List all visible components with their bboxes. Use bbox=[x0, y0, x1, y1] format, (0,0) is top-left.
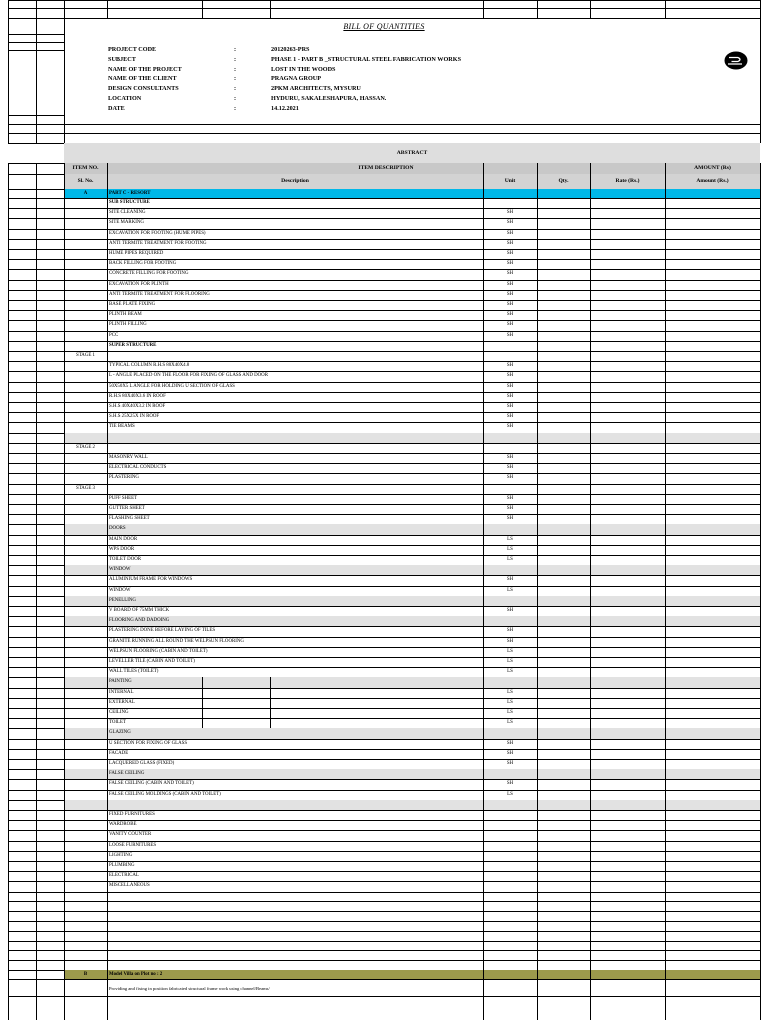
grid-line bbox=[8, 901, 760, 902]
row-sl: STAGE 3 bbox=[75, 485, 96, 491]
row-unit: SH bbox=[506, 332, 514, 338]
row-desc: WINDOW bbox=[109, 567, 131, 573]
grid-line bbox=[8, 361, 760, 362]
row-desc: L - ANGLE PLACED ON THE FLOOR FOR FIXING OF GLASS AND DOOR bbox=[109, 373, 268, 379]
col-amount: Amount (Rs.) bbox=[696, 178, 729, 184]
grid-line bbox=[8, 820, 760, 821]
grid-line bbox=[8, 34, 64, 35]
row-unit: SH bbox=[506, 291, 514, 297]
grid-line bbox=[8, 708, 760, 709]
grid-line bbox=[8, 443, 760, 444]
project-info-label: LOCATION bbox=[108, 94, 142, 102]
row-unit: SH bbox=[506, 414, 514, 420]
section-b-row-desc: Providing and fixing in position fabricated structural frame work using channel/Beams/ bbox=[109, 986, 270, 991]
grid-line bbox=[64, 163, 65, 1020]
grid-line bbox=[8, 535, 760, 536]
grid-line bbox=[8, 830, 760, 831]
project-info-value: 2PKM ARCHITECTS, MYSURU bbox=[271, 85, 361, 93]
project-info-label: NAME OF THE CLIENT bbox=[108, 75, 177, 83]
grid-line bbox=[270, 688, 271, 698]
row-desc: SITE CLEANING bbox=[109, 210, 146, 216]
grid-line bbox=[8, 300, 760, 301]
grid-line bbox=[8, 555, 760, 556]
item-no-label: ITEM NO. bbox=[72, 165, 99, 171]
grid-line bbox=[202, 718, 203, 728]
grid-line bbox=[202, 688, 203, 698]
shaded-row bbox=[64, 677, 760, 687]
row-desc: HUME PIPES REQUIRED bbox=[109, 251, 164, 256]
row-desc: LIGHTING bbox=[109, 852, 133, 858]
row-desc: SUB STRUCTURE bbox=[109, 200, 150, 205]
grid-line bbox=[202, 0, 203, 18]
grid-line bbox=[8, 229, 760, 230]
row-desc: LOOSE FURNITURES bbox=[109, 842, 157, 848]
grid-line bbox=[537, 163, 538, 1020]
project-info-value: HYDURU, SAKALESHAPURA, HASSAN. bbox=[271, 94, 387, 102]
row-unit: SH bbox=[506, 240, 514, 246]
grid-line bbox=[36, 0, 37, 18]
row-unit: SH bbox=[506, 373, 514, 379]
row-desc: FACADE bbox=[109, 750, 129, 756]
grid-line bbox=[8, 392, 760, 393]
row-desc: ALUMINIUM FRAME FOR WINDOWS bbox=[109, 577, 193, 583]
grid-line bbox=[8, 259, 760, 260]
grid-line bbox=[8, 861, 760, 862]
row-desc: FLASHING SHEET bbox=[109, 516, 150, 522]
grid-line bbox=[590, 0, 591, 18]
row-unit: LS bbox=[507, 546, 513, 552]
grid-line bbox=[8, 198, 760, 199]
project-info-separator: : bbox=[234, 46, 237, 53]
grid-line bbox=[8, 647, 760, 648]
shaded-row bbox=[64, 433, 760, 443]
grid-line bbox=[8, 626, 760, 627]
row-unit: SH bbox=[506, 261, 514, 267]
grid-line bbox=[107, 163, 108, 1020]
row-desc: BACK FILLING FOR FOOTING bbox=[109, 261, 177, 267]
shaded-row bbox=[64, 800, 760, 810]
row-desc: MAIN DOOR bbox=[109, 536, 138, 542]
grid-line bbox=[8, 881, 760, 882]
grid-line bbox=[8, 42, 64, 43]
grid-line bbox=[8, 504, 760, 505]
row-desc: MASONRY WALL bbox=[109, 455, 148, 460]
row-desc: TYPICAL COLUMN R.H.S 80X40X4.8 bbox=[109, 363, 190, 369]
grid-line bbox=[64, 133, 760, 134]
grid-line bbox=[8, 290, 760, 291]
grid-line bbox=[8, 931, 760, 932]
project-info-separator: : bbox=[234, 94, 237, 102]
grid-line bbox=[8, 494, 760, 495]
grid-line bbox=[8, 0, 9, 18]
row-unit: SH bbox=[506, 455, 514, 460]
project-info-separator: : bbox=[234, 65, 237, 73]
grid-line bbox=[8, 996, 760, 997]
row-desc: CONCRETE FILLING FOR FOOTING bbox=[109, 271, 189, 277]
row-sl: STAGE 2 bbox=[75, 444, 96, 450]
row-unit: SH bbox=[506, 781, 514, 787]
row-unit: SH bbox=[506, 404, 514, 409]
row-unit: LS bbox=[507, 587, 513, 593]
row-unit: LS bbox=[507, 791, 513, 797]
grid-line bbox=[8, 422, 760, 423]
grid-line bbox=[64, 0, 65, 18]
section-b-sl: B bbox=[83, 971, 88, 977]
grid-line bbox=[8, 239, 760, 240]
shaded-row bbox=[64, 769, 760, 779]
grid-line bbox=[8, 484, 760, 485]
row-desc: PAINTING bbox=[109, 679, 132, 685]
row-desc: EXCAVATION FOR FOOTING (HUME PIPES) bbox=[109, 230, 206, 236]
project-info-value: PHASE 1 - PART B _STRUCTURAL STEEL FABRICATION WORKS bbox=[271, 55, 462, 63]
row-unit: LS bbox=[507, 669, 513, 675]
row-sl: STAGE 1 bbox=[75, 353, 96, 358]
grid-line bbox=[590, 163, 591, 1020]
row-desc: WELPSUN FLOORING (CABIN AND TOILET) bbox=[109, 648, 208, 654]
row-desc: PENELLING bbox=[109, 597, 136, 603]
section-a-band bbox=[64, 189, 760, 198]
grid-line bbox=[8, 163, 9, 1020]
row-desc: WPS DOOR bbox=[109, 546, 135, 552]
project-info-separator: : bbox=[234, 75, 237, 83]
section-b-band bbox=[64, 970, 760, 979]
row-desc: VANITY COUNTER bbox=[109, 832, 152, 838]
grid-line bbox=[537, 0, 538, 18]
grid-line bbox=[8, 960, 760, 961]
grid-line bbox=[8, 280, 760, 281]
grid-line bbox=[8, 473, 760, 474]
row-desc: PLINTH BEAM bbox=[109, 312, 142, 318]
grid-line bbox=[483, 163, 484, 1020]
grid-line bbox=[8, 8, 760, 9]
grid-line bbox=[8, 115, 64, 116]
grid-line bbox=[270, 708, 271, 718]
row-desc: LACQUERED GLASS (FIXED) bbox=[109, 761, 175, 766]
row-desc: V BOARD OF 75MM THICK bbox=[109, 608, 170, 613]
row-unit: SH bbox=[506, 761, 514, 766]
grid-line bbox=[8, 402, 760, 403]
row-unit: LS bbox=[507, 648, 513, 654]
row-desc: GRANITE RUNNING ALL ROUND THE WELPSUN FLOORING bbox=[109, 638, 244, 644]
row-unit: SH bbox=[506, 495, 514, 501]
company-logo-icon bbox=[724, 51, 748, 70]
row-unit: SH bbox=[506, 312, 514, 318]
grid-line bbox=[107, 0, 108, 18]
grid-line bbox=[8, 133, 64, 134]
grid-line bbox=[270, 0, 271, 18]
grid-line bbox=[8, 688, 760, 689]
row-desc: GLAZING bbox=[109, 730, 131, 736]
row-unit: SH bbox=[506, 281, 514, 287]
row-unit: SH bbox=[506, 516, 514, 522]
row-desc: FALSE CEILING MOLDINGS (CABIN AND TOILET) bbox=[109, 791, 221, 797]
row-unit: SH bbox=[506, 271, 514, 277]
row-desc: PLASTERING bbox=[109, 475, 139, 481]
row-desc: ELECTRICAL bbox=[109, 873, 139, 879]
grid-line bbox=[8, 739, 760, 740]
grid-line bbox=[8, 453, 760, 454]
row-desc: S.H.S 25X25X IN ROOF bbox=[109, 414, 160, 420]
grid-line bbox=[8, 371, 760, 372]
shaded-row bbox=[64, 596, 760, 606]
grid-line bbox=[8, 979, 760, 980]
row-desc: SUPER STRUCTURE bbox=[109, 342, 157, 348]
row-unit: SH bbox=[506, 210, 514, 216]
row-desc: TOILET DOOR bbox=[109, 557, 142, 562]
row-desc: R.H.S 80X40X3.6 IN ROOF bbox=[109, 393, 166, 399]
grid-line bbox=[202, 698, 203, 708]
project-info-label: NAME OF THE PROJECT bbox=[108, 65, 182, 73]
abstract-label: ABSTRACT bbox=[396, 150, 428, 156]
row-unit: LS bbox=[507, 659, 513, 664]
grid-line bbox=[8, 310, 760, 311]
row-desc: 50X50X5 L ANGLE FOR HOLDING U SECTION OF GLASS bbox=[109, 383, 235, 389]
grid-line bbox=[270, 677, 271, 687]
row-unit: SH bbox=[506, 322, 514, 328]
row-unit: SH bbox=[506, 220, 514, 226]
grid-line bbox=[8, 208, 760, 209]
grid-line bbox=[8, 269, 760, 270]
row-desc: PUFF SHEET bbox=[109, 495, 138, 501]
shaded-row bbox=[64, 524, 760, 534]
item-description-label: ITEM DESCRIPTION bbox=[358, 165, 414, 171]
grid-line bbox=[8, 331, 760, 332]
grid-line bbox=[8, 545, 760, 546]
row-unit: LS bbox=[507, 720, 513, 726]
row-desc: LEVELLER TILE (CABIN AND TOILET) bbox=[109, 659, 195, 664]
project-info-separator: : bbox=[234, 55, 237, 63]
grid-line bbox=[8, 759, 760, 760]
grid-line bbox=[8, 0, 760, 1]
row-unit: SH bbox=[506, 302, 514, 307]
shaded-row bbox=[64, 728, 760, 738]
grid-line bbox=[8, 463, 760, 464]
grid-line bbox=[8, 892, 760, 893]
project-info-separator: : bbox=[234, 85, 237, 93]
grid-line bbox=[270, 698, 271, 708]
row-desc: FIXED FURNITURES bbox=[109, 812, 155, 817]
row-desc: BASE PLATE FIXING bbox=[109, 302, 156, 307]
row-unit: SH bbox=[506, 638, 514, 644]
grid-line bbox=[8, 718, 760, 719]
project-info-separator: : bbox=[234, 104, 237, 112]
grid-line bbox=[8, 921, 760, 922]
grid-line bbox=[8, 911, 760, 912]
row-desc: ANTI TERMITE TREATMENT FOR FOOTING bbox=[109, 240, 207, 246]
row-desc: U SECTION FOR FIXING OF GLASS bbox=[109, 740, 188, 746]
grid-line bbox=[665, 163, 666, 1020]
row-desc: PLUMBING bbox=[109, 863, 135, 868]
project-info-label: PROJECT CODE bbox=[108, 46, 157, 53]
row-desc: PLASTERING DONE BEFORE LAYING OF TILES bbox=[109, 628, 216, 634]
section-b-desc: Model Villa on Plot no : 2 bbox=[109, 971, 163, 977]
row-desc: GUTTER SHEET bbox=[109, 506, 145, 511]
grid-line bbox=[8, 871, 760, 872]
row-desc: WALL TILES (TOILET) bbox=[109, 669, 159, 675]
grid-line bbox=[8, 941, 760, 942]
grid-line bbox=[36, 163, 37, 1020]
grid-line bbox=[8, 841, 760, 842]
grid-line bbox=[8, 749, 760, 750]
grid-line bbox=[8, 320, 760, 321]
row-desc: PCC bbox=[109, 332, 119, 338]
grid-line bbox=[8, 382, 760, 383]
row-unit: SH bbox=[506, 577, 514, 583]
row-desc: FLOORING AND DADOING bbox=[109, 618, 170, 624]
row-unit: SH bbox=[506, 506, 514, 511]
grid-line bbox=[8, 124, 64, 125]
row-unit: LS bbox=[507, 699, 513, 705]
row-desc: TOILET bbox=[109, 720, 127, 726]
grid-line bbox=[8, 851, 760, 852]
grid-line bbox=[8, 218, 760, 219]
col-rate: Rate (Rs.) bbox=[615, 178, 640, 184]
row-desc: S.H.S 40X40X3.2 IN ROOF bbox=[109, 404, 166, 409]
row-unit: SH bbox=[506, 750, 514, 756]
shaded-row bbox=[64, 565, 760, 575]
row-unit: LS bbox=[507, 536, 513, 542]
amount-rs-label: AMOUNT (Rs) bbox=[694, 165, 731, 171]
grid-line bbox=[8, 586, 760, 587]
project-info-label: SUBJECT bbox=[108, 55, 136, 63]
grid-line bbox=[8, 18, 760, 19]
col-description: Description bbox=[281, 178, 309, 184]
grid-line bbox=[8, 575, 760, 576]
grid-line bbox=[8, 514, 760, 515]
col-unit: Unit bbox=[504, 178, 516, 184]
grid-line bbox=[8, 667, 760, 668]
row-unit: SH bbox=[506, 393, 514, 399]
grid-line bbox=[8, 341, 760, 342]
row-desc: SITE MARKING bbox=[109, 220, 144, 226]
project-info-label: DATE bbox=[108, 104, 125, 112]
row-desc: INTERNAL bbox=[109, 689, 134, 695]
grid-line bbox=[8, 950, 760, 951]
project-info-label: DESIGN CONSULTANTS bbox=[108, 85, 179, 93]
row-unit: LS bbox=[507, 689, 513, 695]
grid-line bbox=[8, 657, 760, 658]
row-desc: MISCELLANEOUS bbox=[109, 883, 150, 889]
row-unit: SH bbox=[506, 475, 514, 481]
row-unit: SH bbox=[506, 465, 514, 471]
grid-line bbox=[665, 0, 666, 18]
row-unit: SH bbox=[506, 383, 514, 389]
row-unit: SH bbox=[506, 608, 514, 613]
row-unit: SH bbox=[506, 363, 514, 369]
grid-line bbox=[483, 0, 484, 18]
grid-line bbox=[8, 412, 760, 413]
row-desc: EXTERNAL bbox=[109, 699, 135, 705]
project-info-value: 14.12.2021 bbox=[271, 104, 299, 112]
grid-line bbox=[8, 698, 760, 699]
grid-line bbox=[760, 0, 761, 18]
row-unit: SH bbox=[506, 251, 514, 256]
grid-line bbox=[8, 779, 760, 780]
grid-line bbox=[8, 790, 760, 791]
row-desc: FALSE CEILING bbox=[109, 771, 145, 777]
row-desc: ELECTRICAL CONDUCTS bbox=[109, 465, 167, 471]
project-info-value: LOST IN THE WOODS bbox=[271, 65, 336, 73]
grid-line bbox=[8, 637, 760, 638]
col-qty: Qty. bbox=[558, 178, 569, 184]
row-unit: LS bbox=[507, 710, 513, 715]
row-unit: SH bbox=[506, 628, 514, 634]
section-a-sl: A bbox=[83, 190, 88, 196]
grid-line bbox=[760, 163, 761, 1020]
row-unit: LS bbox=[507, 557, 513, 562]
grid-line bbox=[760, 18, 761, 143]
project-info-value: PRAGNA GROUP bbox=[271, 75, 322, 83]
grid-line bbox=[8, 810, 760, 811]
grid-line bbox=[64, 124, 760, 125]
row-desc: FALSE CEILING (CABIN AND TOILET) bbox=[109, 781, 194, 787]
section-a-desc: PART C - RESORT bbox=[109, 190, 151, 196]
grid-line bbox=[8, 351, 760, 352]
row-desc: WARDROBE bbox=[109, 822, 137, 828]
grid-line bbox=[8, 606, 760, 607]
grid-line bbox=[8, 249, 760, 250]
row-desc: TIE BEAMS bbox=[109, 424, 135, 430]
row-desc: DOORS bbox=[109, 526, 126, 532]
row-desc: EXCAVATION FOR PLINTH bbox=[109, 281, 169, 287]
document-title: BILL OF QUANTITIES bbox=[343, 22, 425, 31]
grid-line bbox=[202, 708, 203, 718]
row-unit: SH bbox=[506, 424, 514, 430]
col-sl-no: Sl. No. bbox=[77, 178, 94, 184]
row-desc: PLINTH FILLING bbox=[109, 322, 147, 328]
row-desc: CEILING bbox=[109, 710, 129, 715]
row-unit: SH bbox=[506, 230, 514, 236]
grid-line bbox=[270, 718, 271, 728]
grid-line bbox=[8, 50, 64, 51]
row-desc: WINDOW bbox=[109, 587, 131, 593]
row-desc: ANTI TERMITE TREATMENT FOR FLOORING bbox=[109, 291, 210, 297]
project-info-value: 20120263-PRS bbox=[271, 46, 310, 53]
grid-line bbox=[202, 677, 203, 687]
row-unit: SH bbox=[506, 740, 514, 746]
